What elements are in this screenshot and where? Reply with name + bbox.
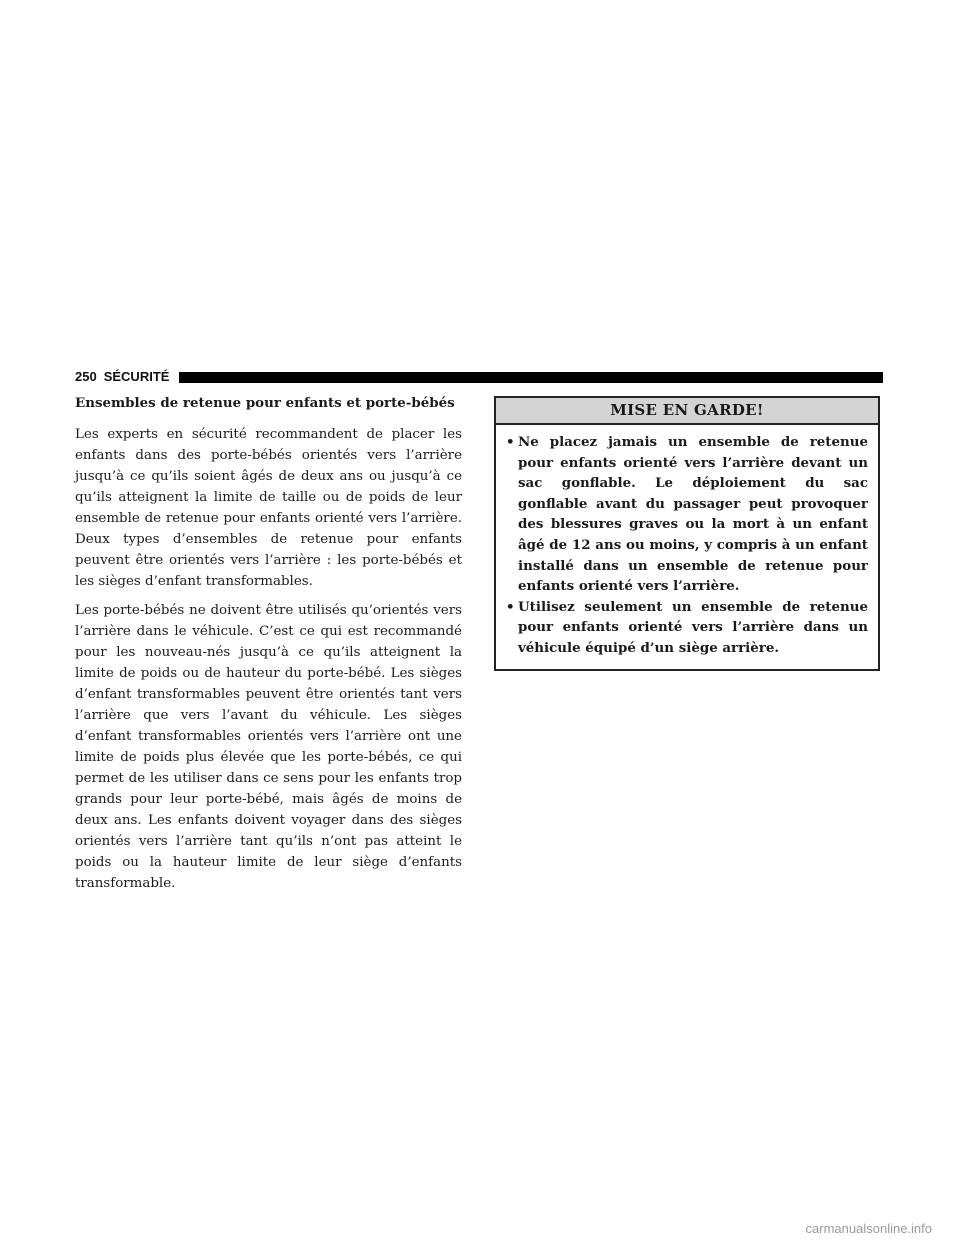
warning-list [496,425,878,669]
bullet-icon: • [506,434,515,450]
left-column [75,393,462,902]
warning-item [506,432,868,597]
page-header [75,369,883,385]
paragraph-2: Les porte-bébés ne doivent être utilisés qu’orientés vers l’arrière dans le véhicule. C’est ce qui est recommandé pour les nouveau-nés jusqu’à ce qu’ils atteignent la limite de poids ou de hauteur du porte-bébé. Les sièges d’enfant transformables peuvent être orientés tant vers l’arrière que vers l’avant du véhicule. Les sièges d’enfant transformables orientés vers l’arrière ont une limite de poids plus élevée que les porte-bébés, ce qui permet de les utiliser dans ce sens pour les enfants trop grands pour leur porte-bébé, mais âgés de moins de deux ans. Les enfants doivent voyager dans des sièges orientés vers l’arrière tant qu’ils n’ont pas atteint le poids ou la hauteur limite de leur siège d’enfants transformable. [75,603,462,891]
warning-box [494,396,880,671]
page-number: 250 [75,369,97,384]
warning-item-text: Utilisez seulement un ensemble de retenue pour enfants orienté vers l’arrière dans un véhicule équipé d’un siège arrière. [518,598,868,656]
warning-item-text: Ne placez jamais un ensemble de retenue pour enfants orienté vers l’arrière devant un sac gonflable. Le déploiement du sac gonflable avant du passager peut provoquer des blessures graves ou la mort à un enfant âgé de 12 ans ou moins, y compris à un enfant installé dans un ensemble de retenue pour enfants orienté vers l’arrière. [518,434,868,595]
section-title: SÉCURITÉ [103,369,170,384]
warning-item [506,597,868,659]
header-rule [179,372,883,383]
warning-title: MISE EN GARDE! [496,398,878,425]
footer-watermark[interactable]: carmanualsonline.info [805,1221,932,1236]
bullet-icon: • [506,598,515,615]
paragraph-1: Les experts en sécurité recommandent de placer les enfants dans des porte-bébés orientés vers l’arrière jusqu’à ce qu’ils soient âgés de deux ans ou jusqu’à ce qu’ils atteignent la limite de taille ou de poids de leur ensemble de retenue pour enfants orienté vers l’arrière. Deux types d’ensembles de retenue pour enfants peuvent être orientés vers l’arrière : les porte-bébés et les sièges d’enfant transformables. [75,427,462,589]
section-heading: Ensembles de retenue pour enfants et porte-bébés [75,395,455,411]
